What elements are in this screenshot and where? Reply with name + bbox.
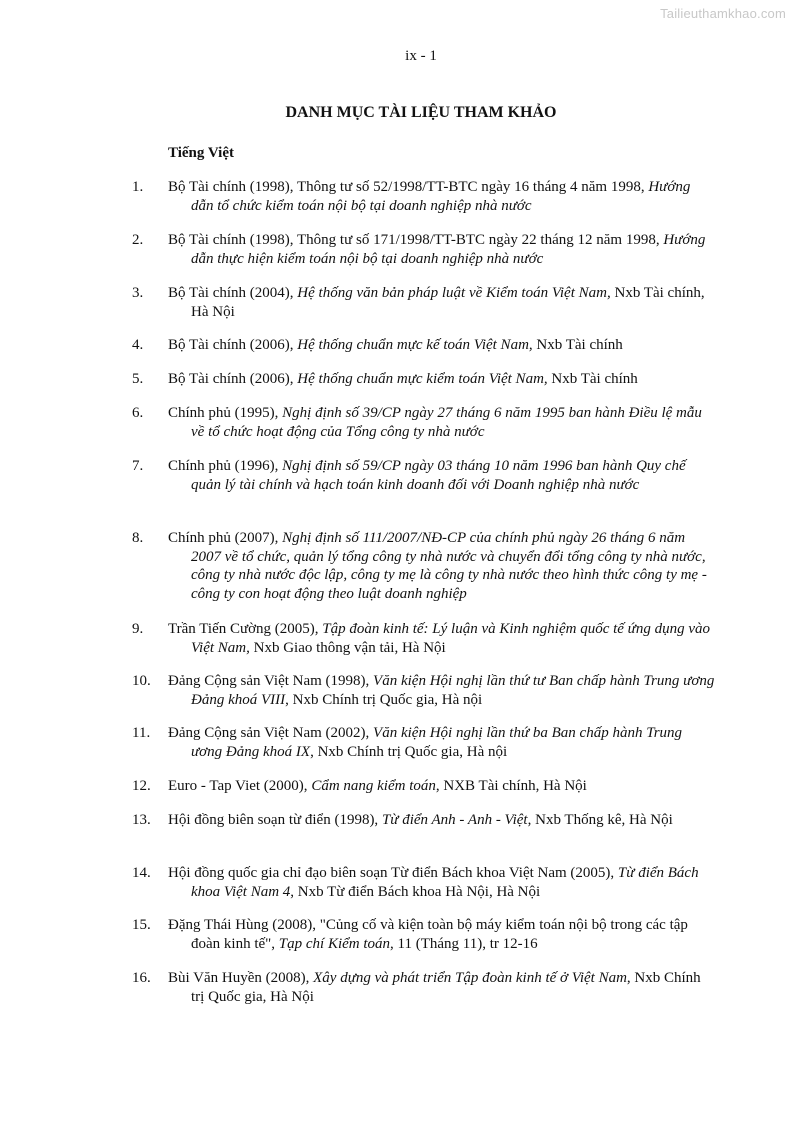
reference-text	[168, 231, 716, 268]
section-heading: Tiếng Việt	[168, 145, 234, 161]
reference-number: 13.	[132, 812, 151, 828]
reference-segment: Nxb Tài chính	[547, 371, 638, 387]
reference-segment: Bộ Tài chính (1998), Thông tư số 52/1998/TT-BTC ngày 16 tháng 4 năm 1998,	[168, 179, 649, 195]
reference-segment: Bộ Tài chính (2006),	[168, 337, 298, 353]
reference-segment: Đặng Thái Hùng (2008), "Củng cố và kiện toàn bộ máy kiểm toán nội bộ trong các tập đoàn kinh tế",	[168, 917, 688, 952]
reference-segment: Euro - Tap Viet (2000),	[168, 778, 312, 794]
reference-text	[168, 969, 716, 1006]
reference-title: Cẩm nang kiểm toán	[311, 778, 436, 794]
reference-text	[168, 777, 716, 796]
reference-segment: , Nxb Chính trị Quốc gia, Hà nội	[285, 691, 483, 708]
reference-text	[168, 404, 716, 441]
reference-segment: , Nxb Chính trị Quốc gia, Hà nội	[310, 743, 508, 760]
reference-number: 8.	[132, 530, 144, 546]
reference-segment: , NXB Tài chính, Hà Nội	[435, 778, 587, 794]
page-number: ix - 1	[405, 48, 437, 64]
reference-segment: Chính phủ (2007),	[168, 530, 283, 546]
reference-title: Nghị định số 59/CP ngày 03 tháng 10 năm 1996 ban hành Quy chế quản lý tài chính và hạch toán kinh doanh đối với Doanh nghiệp nhà nước	[191, 458, 686, 493]
reference-number: 4.	[132, 337, 144, 353]
reference-segment: Nxb Tài chính	[532, 337, 623, 353]
document-title: DANH MỤC TÀI LIỆU THAM KHẢO	[285, 104, 557, 121]
reference-segment: Hội đồng biên soạn từ điển (1998),	[168, 812, 382, 828]
reference-segment: Chính phủ (1995),	[168, 405, 283, 421]
reference-number: 6.	[132, 405, 144, 421]
reference-segment: Nxb Giao thông vận tải, Hà Nội	[249, 639, 446, 656]
reference-number: 1.	[132, 179, 144, 195]
reference-number: 7.	[132, 458, 144, 474]
reference-segment: Nxb Tài chính, Hà Nội	[191, 285, 705, 320]
reference-title: Hướng dẫn tổ chức kiểm toán nội bộ tại doanh nghiệp nhà nước	[191, 179, 691, 214]
reference-number: 15.	[132, 917, 151, 933]
reference-text	[168, 178, 716, 215]
reference-title: Nghị định số 39/CP ngày 27 tháng 6 năm 1995 ban hành Điều lệ mẫu về tổ chức hoạt động của Tổng công ty nhà nước	[191, 405, 702, 440]
reference-segment: Đảng Cộng sản Việt Nam (2002),	[168, 725, 374, 741]
reference-text	[168, 370, 716, 389]
reference-number: 11.	[132, 725, 151, 741]
reference-segment: Bộ Tài chính (2004),	[168, 285, 298, 301]
reference-title: Hệ thống chuẩn mực kế toán Việt Nam,	[297, 337, 533, 353]
reference-segment: Bộ Tài chính (2006),	[168, 371, 298, 387]
reference-number: 2.	[132, 232, 144, 248]
reference-segment: , Nxb Thống kê, Hà Nội	[527, 812, 673, 828]
reference-title: Tập đoàn kinh tế: Lý luận và Kinh nghiệm quốc tế ứng dụng vào Việt Nam,	[191, 621, 711, 656]
reference-segment: Bộ Tài chính (1998), Thông tư số 171/1998/TT-BTC ngày 22 tháng 12 năm 1998,	[168, 232, 664, 248]
reference-segment: Đảng Cộng sản Việt Nam (1998),	[168, 673, 374, 689]
reference-segment: Bùi Văn Huyền (2008),	[168, 970, 314, 986]
reference-segment: Chính phủ (1996),	[168, 458, 283, 474]
reference-segment: Trần Tiến Cường (2005),	[168, 621, 323, 637]
reference-text	[168, 672, 716, 709]
watermark-text: Tailieuthamkhao.com	[660, 6, 786, 21]
reference-text	[168, 724, 716, 761]
reference-number: 9.	[132, 621, 144, 637]
reference-title: Hệ thống chuẩn mực kiểm toán Việt Nam,	[297, 371, 548, 387]
reference-title: Tạp chí Kiểm toán	[278, 935, 391, 952]
reference-text	[168, 811, 716, 830]
reference-text	[168, 457, 716, 494]
reference-number: 3.	[132, 285, 144, 301]
reference-text	[168, 529, 716, 603]
reference-segment: , Nxb Chính trị Quốc gia, Hà Nội	[191, 970, 701, 1005]
reference-number: 12.	[132, 778, 151, 794]
reference-title: Hệ thống văn bản pháp luật về Kiểm toán Việt Nam,	[297, 285, 611, 301]
reference-text	[168, 284, 716, 321]
reference-title: Hướng dẫn thực hiện kiểm toán nội bộ tại doanh nghiệp nhà nước	[191, 232, 706, 267]
reference-number: 10.	[132, 673, 151, 689]
reference-title: Xây dựng và phát triển Tập đoàn kinh tế ở Việt Nam	[313, 970, 627, 986]
reference-title: Văn kiện Hội nghị lần thứ ba Ban chấp hành Trung ương Đảng khoá IX	[191, 725, 683, 760]
reference-title: Nghị định số 111/2007/NĐ-CP của chính phủ ngày 26 tháng 6 năm 2007 về tổ chức, quản lý tổng công ty nhà nước và chuyển đổi tổng công ty nhà nước, công ty nhà nước độc lập, công ty mẹ là công ty nhà nước theo hình thức công ty mẹ - công ty con hoạt động theo luật doanh nghiệp	[191, 530, 707, 602]
reference-segment: Hội đồng quốc gia chỉ đạo biên soạn Từ điển Bách khoa Việt Nam (2005),	[168, 865, 618, 881]
reference-text	[168, 916, 716, 953]
reference-segment: , Nxb Từ điển Bách khoa Hà Nội, Hà Nội	[290, 883, 541, 900]
reference-segment: , 11 (Tháng 11), tr 12-16	[390, 935, 538, 952]
reference-text	[168, 864, 716, 901]
reference-title: Từ điển Bách khoa Việt Nam 4	[191, 865, 699, 900]
reference-number: 14.	[132, 865, 151, 881]
reference-text	[168, 620, 716, 657]
reference-title: Văn kiện Hội nghị lần thứ tư Ban chấp hành Trung ương Đảng khoá VIII	[191, 673, 715, 708]
reference-title: Từ điển Anh - Anh - Việt	[381, 812, 528, 828]
reference-number: 5.	[132, 371, 144, 387]
reference-text	[168, 336, 716, 355]
reference-number: 16.	[132, 970, 151, 986]
